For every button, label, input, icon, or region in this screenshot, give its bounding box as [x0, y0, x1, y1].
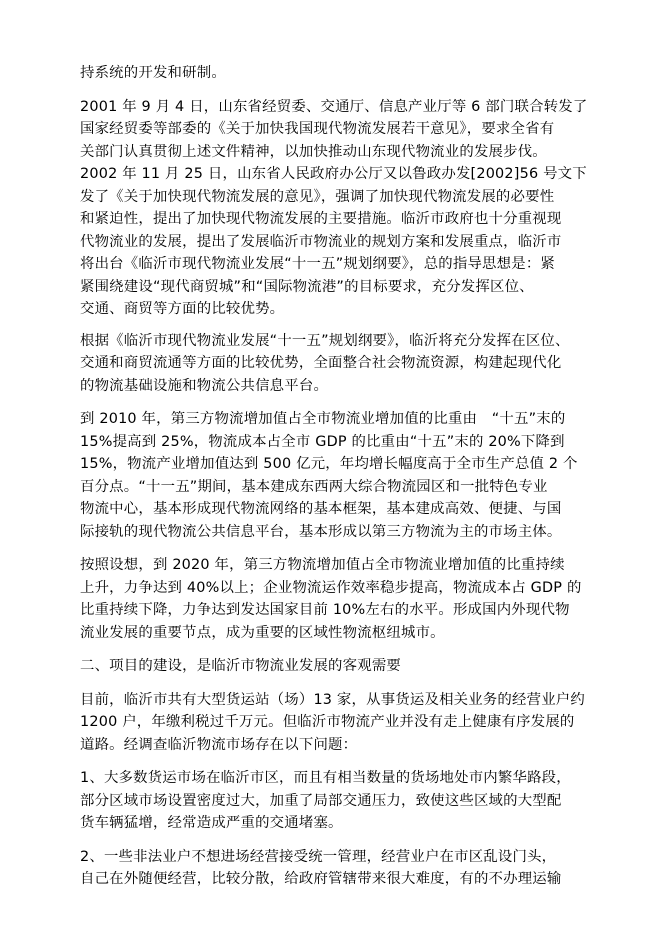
paragraph-2020-vision: 按照设想，到 2020 年，第三方物流增加值占全市物流业增加值的比重持续 上升，力争达到 40%以上；企业物流运作效率稳步提高，物流成本占 GDP 的 比重持续下降，力争达到发达国家目前 10%左右的水平。形成国内外现代物 流业发展的重要节点，成为重要的区域性物流枢纽城市。	[80, 557, 582, 641]
paragraph-2010-targets: 到 2010 年，第三方物流增加值占全市物流业增加值的比重由 “十五”末的 15%提高到 25%，物流成本占全市 GDP 的比重由“十五”末的 20%下降到 15%，物流产业增加值达到 500 亿元，年均增长幅度高于全市生产总值 2 个 百分点。“十一五”期间，基本建成东西两大综合物流园区和一批特色专业 物流中心，基本形成现代物流网络的基本框架，基本建成高效、便捷、与国 际接轨的现代物流公共信息平台，基本形成以第三方物流为主的市场主体。	[80, 411, 578, 540]
section-heading: 二、项目的建设，是临沂市物流业发展的客观需要	[80, 658, 401, 674]
document-page	[80, 62, 596, 891]
paragraph-current-status: 目前，临沂市共有大型货运站（场）13 家，从事货运及相关业务的经营业户约 1200 户，年缴利税过千万元。但临沂市物流产业并没有走上健康有序发展的 道路。经调查临沂物流市场存在以下问题：	[80, 691, 585, 753]
paragraph-policy-background: 2001 年 9 月 4 日，山东省经贸委、交通厅、信息产业厅等 6 部门联合转发了 国家经贸委等部委的《关于加快我国现代物流发展若干意见》，要求全省有 关部门认真贯彻上述文件精神，以加快推动山东现代物流业的发展步伐。 2002 年 11 月 25 日，山东省人民政府办公厅又以鲁政办发[2002]56 号文下 发了《关于加快现代物流发展的意见》，强调了加快现代物流发展的必要性 和紧迫性，提出了加快现代物流发展的主要措施。临沂市政府也十分重视现 代物流业的发展，提出了发展临沂市物流业的规划方案和发展重点，临沂市 将出台《临沂市现代物流业发展“十一五”规划纲要》，总的指导思想是：紧 紧围绕建设“现代商贸城”和“国际物流港”的目标要求，充分发挥区位、 交通、商贸等方面的比较优势。	[80, 98, 588, 317]
list-item-problem-2: 2、一些非法业户不想进场经营接受统一管理，经营业户在市区乱设门头， 自己在外随便经营，比较分散，给政府管辖带来很大难度，有的不办理运输	[80, 848, 562, 887]
paragraph-intro-tail: 持系统的开发和研制。	[80, 65, 226, 81]
list-item-problem-1: 1、大多数货运市场在临沂市区，而且有相当数量的货场地处市内繁华路段， 部分区域市场设置密度过大，加重了局部交通压力，致使这些区域的大型配 货车辆猛增，经常造成严重的交通堵塞。	[80, 770, 571, 831]
paragraph-planning-outline: 根据《临沂市现代物流业发展“十一五”规划纲要》，临沂将充分发挥在区位、 交通和商贸流通等方面的比较优势，全面整合社会物流资源，构建起现代化 的物流基础设施和物流公共信息平台。	[80, 332, 570, 394]
